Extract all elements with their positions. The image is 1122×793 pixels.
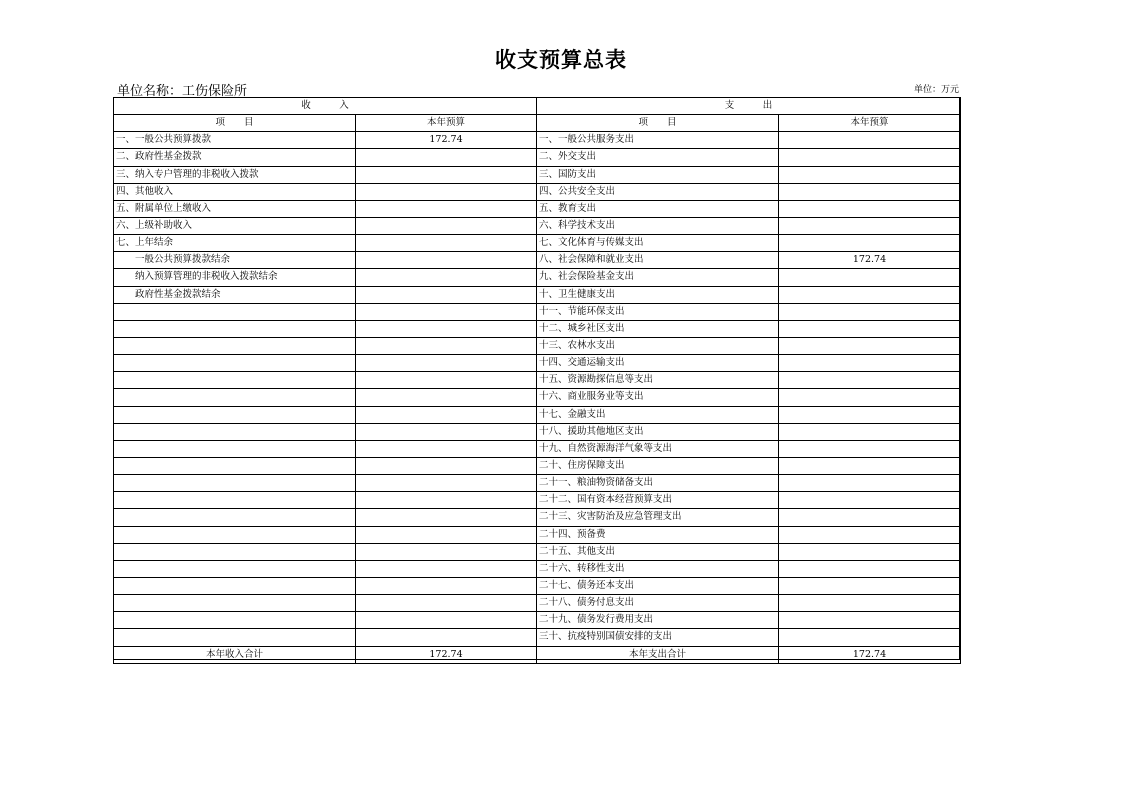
expense-item-cell: 七、文化体育与传媒支出 bbox=[537, 235, 779, 252]
income-item-cell bbox=[114, 526, 356, 543]
expense-budget-cell bbox=[779, 475, 961, 492]
income-item-header: 项 目 bbox=[114, 115, 356, 132]
table-row bbox=[114, 132, 961, 149]
expense-budget-cell bbox=[779, 235, 961, 252]
table-body bbox=[114, 132, 961, 646]
expense-budget-cell bbox=[779, 389, 961, 406]
table-row bbox=[114, 320, 961, 337]
income-total-label: 本年收入合计 bbox=[114, 646, 356, 663]
expense-budget-cell bbox=[779, 355, 961, 372]
expense-item-cell: 四、公共安全支出 bbox=[537, 183, 779, 200]
income-item-cell: 一般公共预算拨款结余 bbox=[114, 252, 356, 269]
income-budget-cell bbox=[356, 337, 537, 354]
table-row bbox=[114, 629, 961, 646]
income-budget-cell bbox=[356, 389, 537, 406]
income-item-cell bbox=[114, 612, 356, 629]
expense-item-cell: 六、科学技术支出 bbox=[537, 217, 779, 234]
income-budget-cell bbox=[356, 629, 537, 646]
income-item-cell: 六、上级补助收入 bbox=[114, 217, 356, 234]
table-row bbox=[114, 577, 961, 594]
income-budget-cell bbox=[356, 440, 537, 457]
income-budget-cell bbox=[356, 286, 537, 303]
income-budget-cell bbox=[356, 269, 537, 286]
expense-item-cell: 八、社会保障和就业支出 bbox=[537, 252, 779, 269]
expense-budget-cell bbox=[779, 286, 961, 303]
expense-budget-cell bbox=[779, 303, 961, 320]
income-budget-cell bbox=[356, 577, 537, 594]
income-budget-cell bbox=[356, 509, 537, 526]
income-budget-cell bbox=[356, 303, 537, 320]
expense-item-cell: 五、教育支出 bbox=[537, 200, 779, 217]
expense-budget-cell bbox=[779, 200, 961, 217]
income-item-cell bbox=[114, 406, 356, 423]
income-budget-cell bbox=[356, 543, 537, 560]
income-item-cell bbox=[114, 440, 356, 457]
expense-budget-cell bbox=[779, 612, 961, 629]
income-item-cell bbox=[114, 595, 356, 612]
expense-item-cell: 二十四、预备费 bbox=[537, 526, 779, 543]
expense-budget-cell bbox=[779, 560, 961, 577]
table-row bbox=[114, 509, 961, 526]
table-row bbox=[114, 166, 961, 183]
table-row bbox=[114, 286, 961, 303]
expense-item-cell: 二十三、灾害防治及应急管理支出 bbox=[537, 509, 779, 526]
column-header-row bbox=[114, 115, 961, 132]
expense-budget-cell bbox=[779, 217, 961, 234]
income-item-cell bbox=[114, 509, 356, 526]
expense-budget-cell bbox=[779, 149, 961, 166]
income-item-cell: 三、纳入专户管理的非税收入拨款 bbox=[114, 166, 356, 183]
expense-budget-cell bbox=[779, 132, 961, 149]
income-budget-cell bbox=[356, 492, 537, 509]
income-budget-cell: 172.74 bbox=[356, 132, 537, 149]
expense-item-cell: 三、国防支出 bbox=[537, 166, 779, 183]
expense-item-cell: 二十一、粮油物资储备支出 bbox=[537, 475, 779, 492]
table-row bbox=[114, 475, 961, 492]
table-row bbox=[114, 492, 961, 509]
income-item-cell bbox=[114, 423, 356, 440]
expense-item-cell: 十四、交通运输支出 bbox=[537, 355, 779, 372]
income-item-cell bbox=[114, 303, 356, 320]
expense-budget-cell bbox=[779, 372, 961, 389]
expense-item-cell: 二十八、债务付息支出 bbox=[537, 595, 779, 612]
expense-item-cell: 十、卫生健康支出 bbox=[537, 286, 779, 303]
income-budget-cell bbox=[356, 235, 537, 252]
expense-item-cell: 九、社会保险基金支出 bbox=[537, 269, 779, 286]
table-row bbox=[114, 337, 961, 354]
table-row bbox=[114, 235, 961, 252]
income-item-cell bbox=[114, 355, 356, 372]
income-item-cell bbox=[114, 372, 356, 389]
expense-total-value: 172.74 bbox=[779, 646, 961, 663]
table-row bbox=[114, 355, 961, 372]
table-row bbox=[114, 389, 961, 406]
table-row bbox=[114, 595, 961, 612]
expense-budget-cell bbox=[779, 457, 961, 474]
expense-budget-cell bbox=[779, 423, 961, 440]
expense-budget-cell bbox=[779, 526, 961, 543]
income-budget-cell bbox=[356, 183, 537, 200]
income-item-cell: 政府性基金拨款结余 bbox=[114, 286, 356, 303]
expense-item-cell: 十五、资源勘探信息等支出 bbox=[537, 372, 779, 389]
expense-item-cell: 二十九、债务发行费用支出 bbox=[537, 612, 779, 629]
expense-item-cell: 二十五、其他支出 bbox=[537, 543, 779, 560]
unit-name: 单位名称：工伤保险所 bbox=[117, 84, 248, 99]
table-row bbox=[114, 183, 961, 200]
income-item-cell: 纳入预算管理的非税收入拨款结余 bbox=[114, 269, 356, 286]
table-row bbox=[114, 543, 961, 560]
income-item-cell: 四、其他收入 bbox=[114, 183, 356, 200]
income-budget-cell bbox=[356, 149, 537, 166]
expense-budget-cell bbox=[779, 629, 961, 646]
expense-budget-cell bbox=[779, 440, 961, 457]
expense-item-cell: 二十、住房保障支出 bbox=[537, 457, 779, 474]
table-row bbox=[114, 440, 961, 457]
expense-budget-cell bbox=[779, 509, 961, 526]
expense-budget-cell bbox=[779, 577, 961, 594]
income-item-cell bbox=[114, 577, 356, 594]
table-row bbox=[114, 612, 961, 629]
expense-item-cell: 一、一般公共服务支出 bbox=[537, 132, 779, 149]
income-budget-header: 本年预算 bbox=[356, 115, 537, 132]
table-row bbox=[114, 406, 961, 423]
income-budget-cell bbox=[356, 200, 537, 217]
income-item-cell bbox=[114, 475, 356, 492]
income-item-cell bbox=[114, 560, 356, 577]
expense-item-cell: 三十、抗疫特别国债安排的支出 bbox=[537, 629, 779, 646]
expense-item-cell: 十二、城乡社区支出 bbox=[537, 320, 779, 337]
income-budget-cell bbox=[356, 475, 537, 492]
table-row bbox=[114, 457, 961, 474]
income-item-cell bbox=[114, 320, 356, 337]
income-budget-cell bbox=[356, 372, 537, 389]
income-budget-cell bbox=[356, 526, 537, 543]
expense-budget-cell bbox=[779, 406, 961, 423]
expense-budget-cell bbox=[779, 183, 961, 200]
income-item-cell bbox=[114, 389, 356, 406]
section-header-row bbox=[114, 98, 961, 115]
expense-item-cell: 十六、商业服务业等支出 bbox=[537, 389, 779, 406]
income-item-cell bbox=[114, 492, 356, 509]
expense-item-cell: 十七、金融支出 bbox=[537, 406, 779, 423]
income-budget-cell bbox=[356, 560, 537, 577]
expense-item-cell: 十八、援助其他地区支出 bbox=[537, 423, 779, 440]
income-budget-cell bbox=[356, 217, 537, 234]
expense-item-cell: 二、外交支出 bbox=[537, 149, 779, 166]
table-row bbox=[114, 200, 961, 217]
table-row bbox=[114, 252, 961, 269]
expense-budget-cell: 172.74 bbox=[779, 252, 961, 269]
income-item-cell bbox=[114, 457, 356, 474]
expense-item-cell: 二十六、转移性支出 bbox=[537, 560, 779, 577]
income-budget-cell bbox=[356, 595, 537, 612]
income-item-cell: 一、一般公共预算拨款 bbox=[114, 132, 356, 149]
income-item-cell: 七、上年结余 bbox=[114, 235, 356, 252]
income-section-header: 收 入 bbox=[114, 98, 537, 115]
income-total-value: 172.74 bbox=[356, 646, 537, 663]
budget-table bbox=[113, 97, 961, 664]
table-row bbox=[114, 526, 961, 543]
expense-item-cell: 二十二、国有资本经营预算支出 bbox=[537, 492, 779, 509]
expense-budget-cell bbox=[779, 166, 961, 183]
table-row bbox=[114, 372, 961, 389]
expense-budget-cell bbox=[779, 337, 961, 354]
expense-item-cell: 十一、节能环保支出 bbox=[537, 303, 779, 320]
expense-budget-cell bbox=[779, 595, 961, 612]
income-budget-cell bbox=[356, 457, 537, 474]
income-item-cell bbox=[114, 543, 356, 560]
table-row bbox=[114, 269, 961, 286]
income-budget-cell bbox=[356, 320, 537, 337]
totals-row bbox=[114, 646, 961, 663]
expense-budget-cell bbox=[779, 492, 961, 509]
unit-label: 单位：万元 bbox=[913, 85, 959, 95]
expense-budget-cell bbox=[779, 320, 961, 337]
income-budget-cell bbox=[356, 423, 537, 440]
table-row bbox=[114, 303, 961, 320]
expense-budget-cell bbox=[779, 543, 961, 560]
expense-item-header: 项 目 bbox=[537, 115, 779, 132]
table-row bbox=[114, 423, 961, 440]
income-item-cell bbox=[114, 337, 356, 354]
table-row bbox=[114, 149, 961, 166]
income-item-cell: 二、政府性基金拨款 bbox=[114, 149, 356, 166]
expense-budget-header: 本年预算 bbox=[779, 115, 961, 132]
expense-section-header: 支 出 bbox=[537, 98, 961, 115]
table-row bbox=[114, 217, 961, 234]
table-row bbox=[114, 560, 961, 577]
expense-item-cell: 十九、自然资源海洋气象等支出 bbox=[537, 440, 779, 457]
income-budget-cell bbox=[356, 612, 537, 629]
expense-item-cell: 二十七、债务还本支出 bbox=[537, 577, 779, 594]
income-budget-cell bbox=[356, 166, 537, 183]
income-item-cell: 五、附属单位上缴收入 bbox=[114, 200, 356, 217]
page-title: 收支预算总表 bbox=[495, 48, 627, 72]
income-budget-cell bbox=[356, 406, 537, 423]
expense-total-label: 本年支出合计 bbox=[537, 646, 779, 663]
income-budget-cell bbox=[356, 355, 537, 372]
income-item-cell bbox=[114, 629, 356, 646]
expense-budget-cell bbox=[779, 269, 961, 286]
income-budget-cell bbox=[356, 252, 537, 269]
expense-item-cell: 十三、农林水支出 bbox=[537, 337, 779, 354]
